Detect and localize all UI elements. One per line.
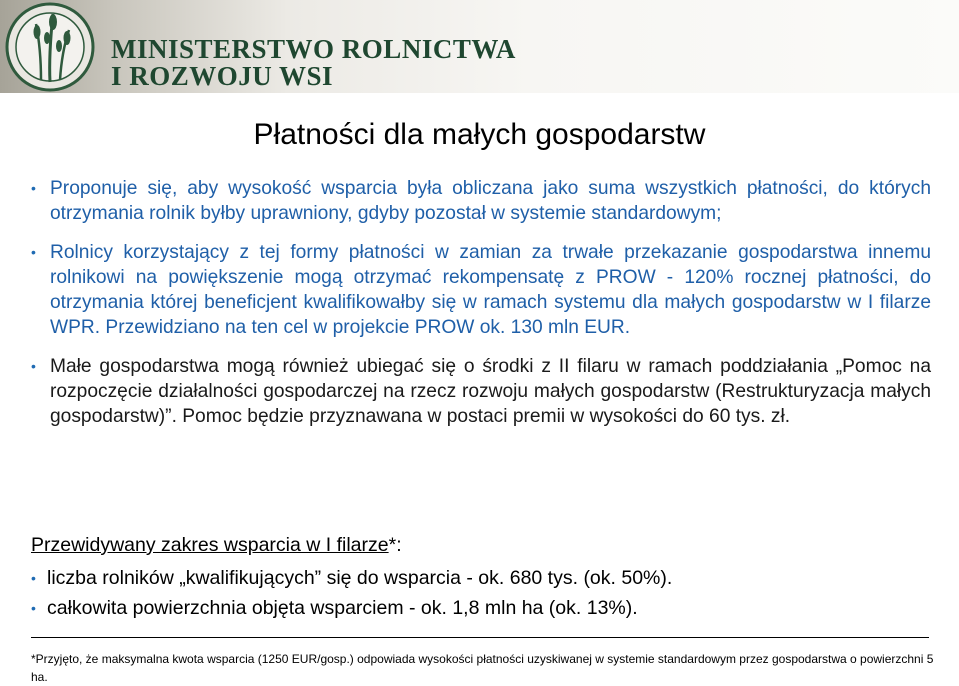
bullet-text: Małe gospodarstwa mogą również ubiegać się o środki z II filaru w ramach poddziałania „Pomoc na rozpoczęcie działalności gospodarczej na rzecz rozwoju małych gospodarstw (Restrukturyzacja małych gospodarstw)”. Pomoc będzie przyznawana w postaci premii w wysokości do 60 tys. zł. <box>50 356 931 427</box>
support-item <box>31 563 931 593</box>
ministry-name <box>111 36 516 90</box>
ministry-name-line1: MINISTERSTWO ROLNICTWA <box>111 34 516 64</box>
support-list <box>31 563 931 623</box>
wheat-seal-icon <box>3 2 99 92</box>
bullet-marker-icon: • <box>31 600 36 616</box>
bullet-marker-icon: • <box>31 244 36 260</box>
section-title-text: Przewidywany zakres wsparcia w I filarze <box>31 534 389 556</box>
bullet-list <box>31 176 931 443</box>
section-title-suffix: *: <box>388 534 402 556</box>
bullet-item <box>31 176 931 226</box>
slide-title: Płatności dla małych gospodarstw <box>253 118 706 151</box>
bullet-marker-icon: • <box>31 180 36 196</box>
bullet-marker-icon: • <box>31 570 36 586</box>
bullet-text: Proponuje się, aby wysokość wsparcia była obliczana jako suma wszystkich płatności, do których otrzymania rolnik byłby uprawniony, gdyby pozostał w systemie standardowym; <box>50 178 931 224</box>
support-item-text: liczba rolników „kwalifikujących” się do wsparcia - ok. 680 tys. (ok. 50%). <box>47 567 673 589</box>
footnote-divider <box>31 637 929 638</box>
bullet-item <box>31 354 931 429</box>
section-title <box>31 534 402 557</box>
bullet-marker-icon: • <box>31 358 36 374</box>
header-banner <box>0 0 959 93</box>
footnote: *Przyjęto, że maksymalna kwota wsparcia (1250 EUR/gosp.) odpowiada wysokości płatności uzyskiwanej w systemie standardowym przez gospodarstwa o powierzchni 5 ha. <box>31 652 934 684</box>
bullet-item <box>31 240 931 340</box>
support-item <box>31 593 931 623</box>
support-item-text: całkowita powierzchnia objęta wsparciem - ok. 1,8 mln ha (ok. 13%). <box>47 597 638 619</box>
bullet-text: Rolnicy korzystający z tej formy płatności w zamian za trwałe przekazanie gospodarstwa innemu rolnikowi na powiększenie mogą otrzymać rekompensatę z PROW - 120% rocznej płatności, do otrzymania której beneficjent kwalifikowałby się w ramach systemu dla małych gospodarstw w I filarze WPR. Przewidziano na ten cel w projekcie PROW ok. 130 mln EUR. <box>50 242 931 338</box>
ministry-name-line2: I ROZWOJU WSI <box>111 61 334 91</box>
